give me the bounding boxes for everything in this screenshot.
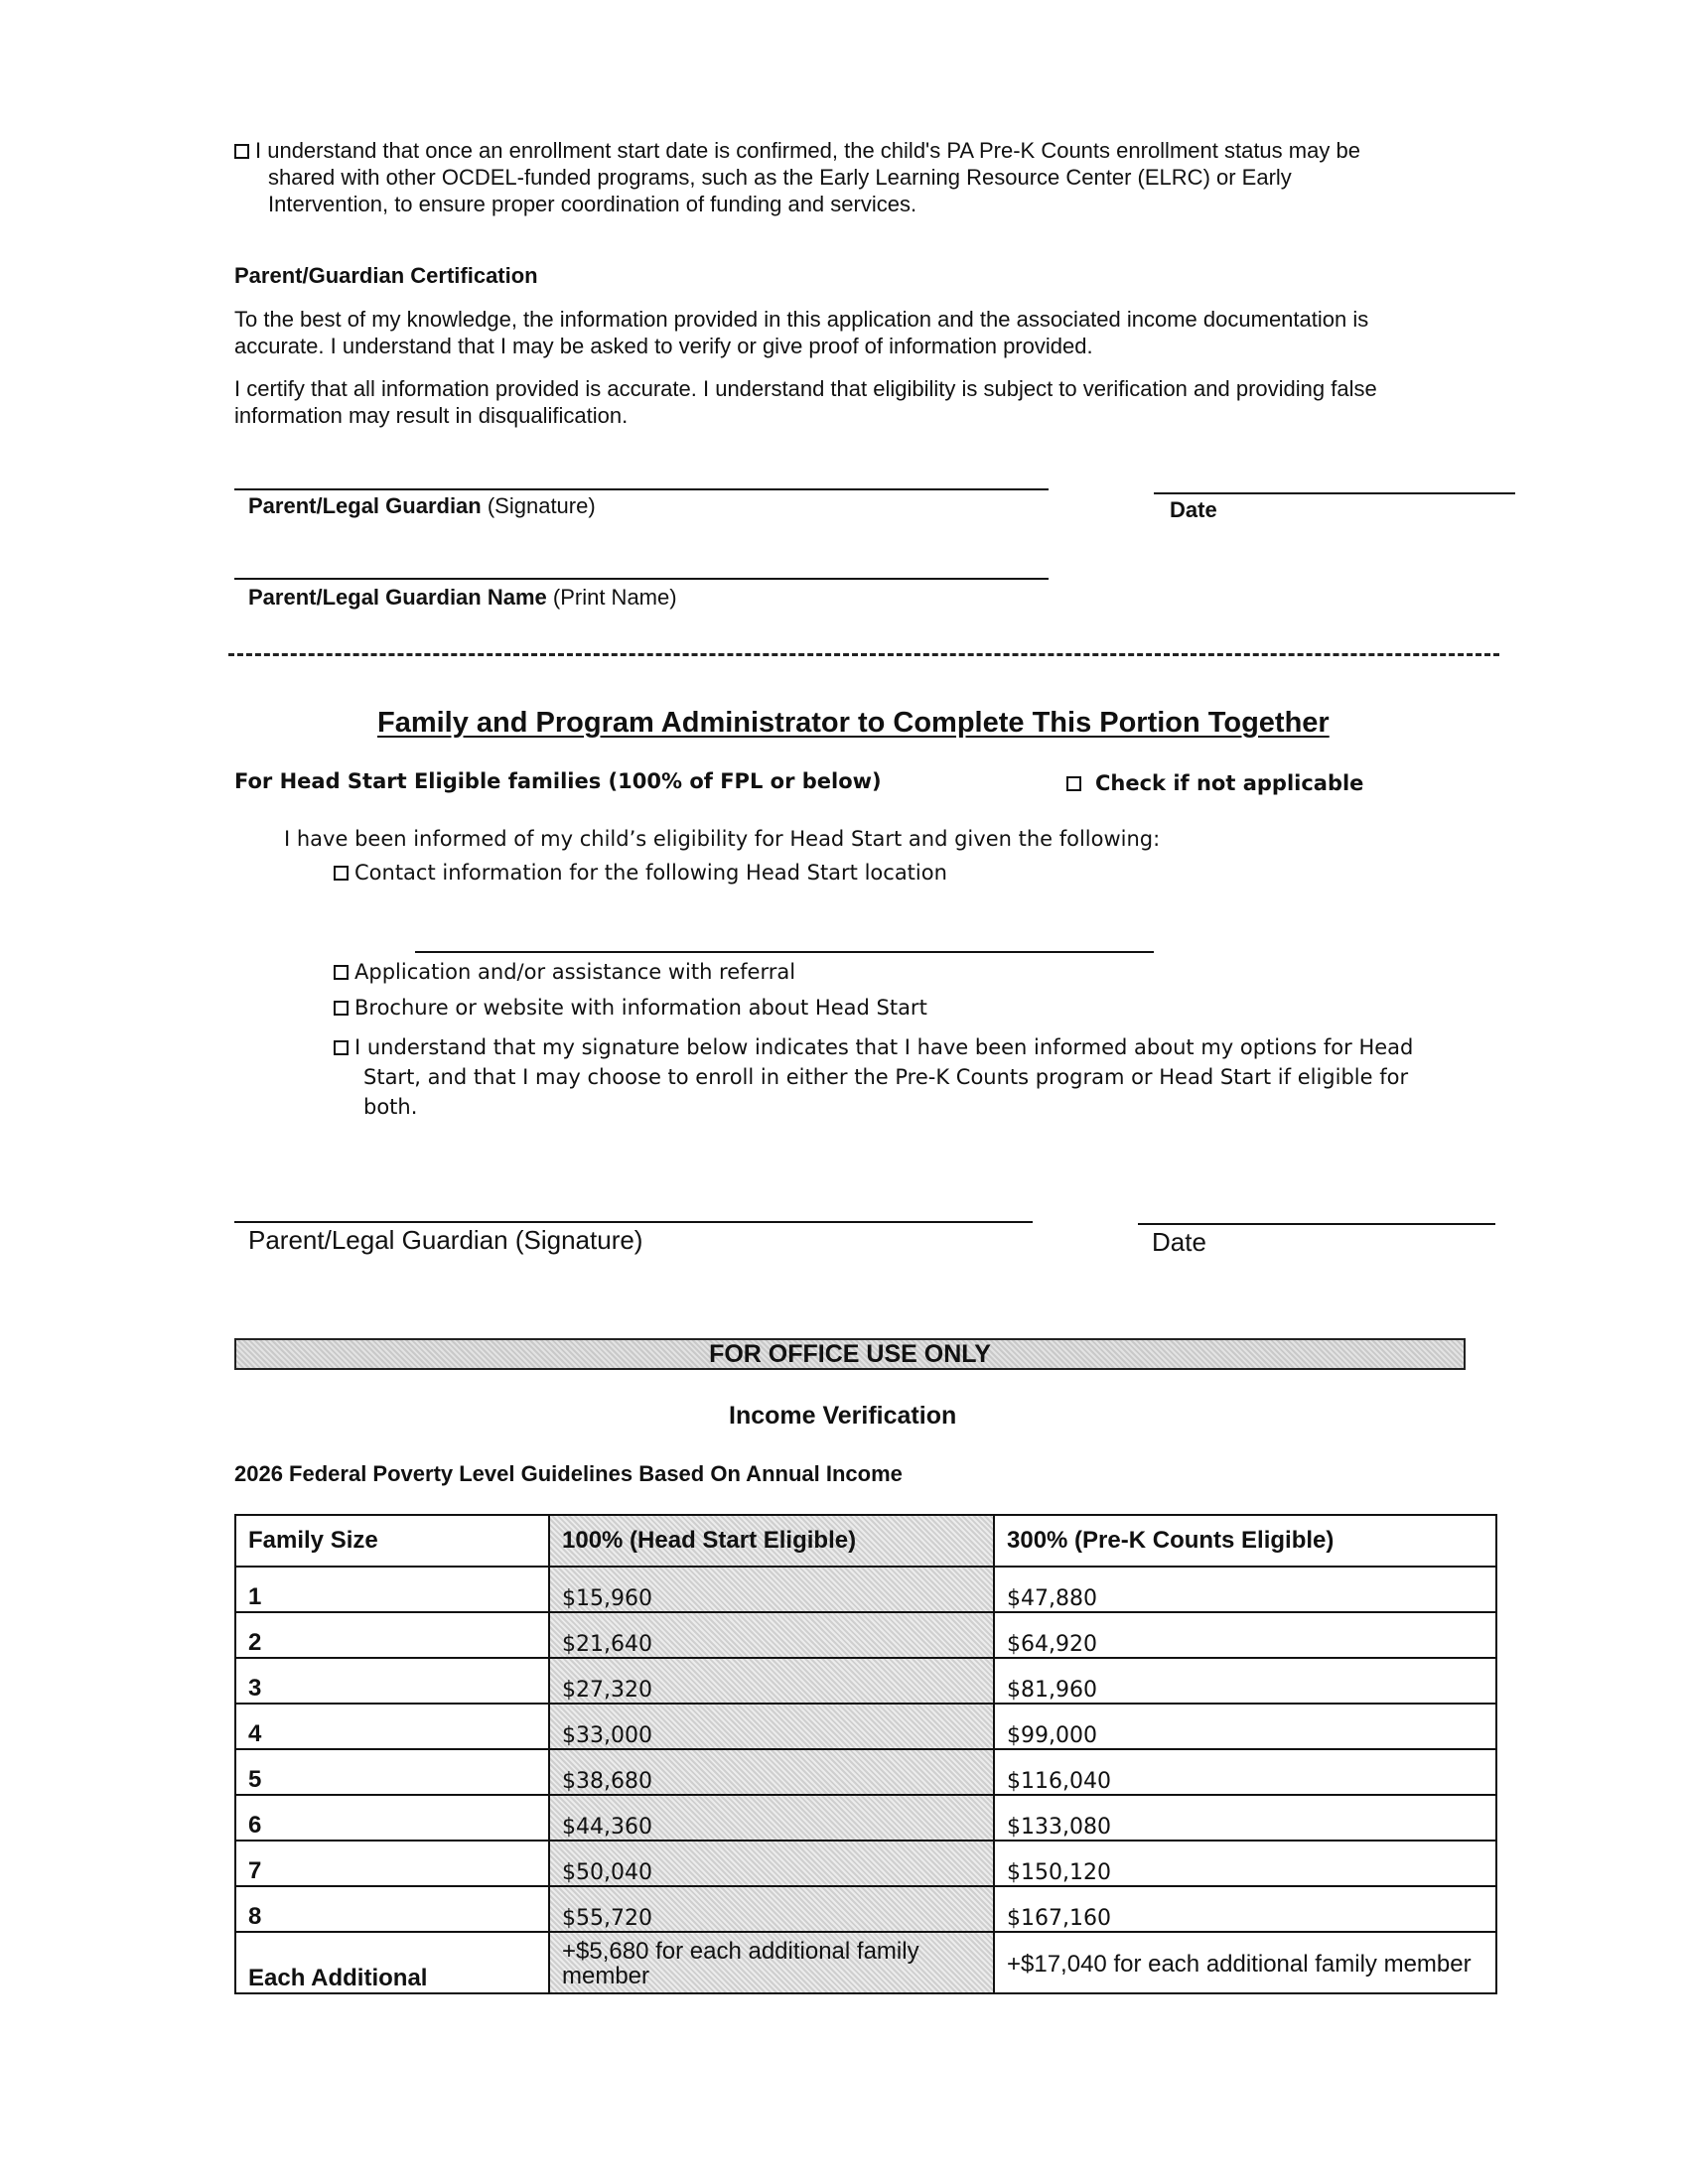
family-size-cell: 8 bbox=[235, 1886, 549, 1932]
consent-line-3: Intervention, to ensure proper coordination of funding and services. bbox=[268, 192, 917, 216]
understand-checkbox[interactable] bbox=[334, 1040, 349, 1055]
family-size-cell: 1 bbox=[235, 1567, 549, 1612]
certification-para-1 bbox=[234, 306, 1525, 359]
table-row bbox=[235, 1658, 1496, 1704]
office-use-banner bbox=[234, 1338, 1466, 1370]
header-family-size: Family Size bbox=[235, 1515, 549, 1567]
certification-para-2-line-1: I certify that all information provided is accurate. I understand that eligibility is subject to verification and providing false bbox=[234, 376, 1377, 401]
consent-checkbox[interactable] bbox=[234, 144, 249, 159]
family-size-cell: 7 bbox=[235, 1841, 549, 1886]
fpl-header-row bbox=[235, 1515, 1496, 1567]
signature-label-2: Parent/Legal Guardian (Signature) bbox=[248, 1225, 643, 1255]
date-label-2: Date bbox=[1152, 1227, 1206, 1257]
header-prek: 300% (Pre-K Counts Eligible) bbox=[994, 1515, 1496, 1567]
fpl-table bbox=[234, 1514, 1497, 1994]
table-row bbox=[235, 1886, 1496, 1932]
prek-income-cell: $116,040 bbox=[994, 1749, 1496, 1795]
certification-heading: Parent/Guardian Certification bbox=[234, 263, 538, 288]
option-understand-line-2: Start, and that I may choose to enroll in either the Pre-K Counts program or Head Start if eligible for bbox=[363, 1065, 1409, 1089]
signature-label-1-rest: (Signature) bbox=[481, 493, 596, 518]
head-start-income-cell: $33,000 bbox=[549, 1704, 994, 1749]
head-start-eligible-label: For Head Start Eligible families (100% of FPL or below) bbox=[234, 769, 882, 793]
head-start-income-cell: $44,360 bbox=[549, 1795, 994, 1841]
option-brochure bbox=[334, 995, 927, 1022]
prek-income-cell: $99,000 bbox=[994, 1704, 1496, 1749]
option-application-label: Application and/or assistance with referral bbox=[354, 960, 796, 984]
additional-label-cell: Each Additional bbox=[235, 1932, 549, 1993]
family-size-cell: 5 bbox=[235, 1749, 549, 1795]
option-contact bbox=[334, 860, 947, 887]
table-row bbox=[235, 1704, 1496, 1749]
head-start-income-cell: $15,960 bbox=[549, 1567, 994, 1612]
option-understand-line-1: I understand that my signature below indicates that I have been informed about my options for Head bbox=[354, 1035, 1414, 1059]
additional-prek-cell: +$17,040 for each additional family member bbox=[994, 1932, 1496, 1993]
certification-para-2 bbox=[234, 375, 1525, 429]
section2-heading: Family and Program Administrator to Complete This Portion Together bbox=[377, 707, 1330, 739]
fpl-table-title: 2026 Federal Poverty Level Guidelines Based On Annual Income bbox=[234, 1461, 903, 1486]
header-head-start: 100% (Head Start Eligible) bbox=[549, 1515, 994, 1567]
signature-line-2[interactable] bbox=[234, 1221, 1033, 1223]
date-line-2[interactable] bbox=[1138, 1223, 1495, 1225]
date-line-1[interactable] bbox=[1154, 492, 1515, 494]
prek-income-cell: $81,960 bbox=[994, 1658, 1496, 1704]
contact-checkbox[interactable] bbox=[334, 866, 349, 881]
prek-income-cell: $133,080 bbox=[994, 1795, 1496, 1841]
additional-head-start-cell: +$5,680 for each additional family member bbox=[549, 1932, 994, 1993]
family-size-cell: 6 bbox=[235, 1795, 549, 1841]
not-applicable-checkbox[interactable] bbox=[1066, 776, 1081, 791]
option-understand bbox=[334, 1032, 1413, 1122]
table-row bbox=[235, 1841, 1496, 1886]
table-row-additional bbox=[235, 1932, 1496, 1993]
print-name-label-rest: (Print Name) bbox=[546, 585, 677, 610]
brochure-checkbox[interactable] bbox=[334, 1001, 349, 1016]
consent-line-2: shared with other OCDEL-funded programs, such as the Early Learning Resource Center (ELRC) or Early bbox=[268, 165, 1292, 190]
table-row bbox=[235, 1612, 1496, 1658]
date-label-1: Date bbox=[1170, 497, 1217, 522]
office-use-label: FOR OFFICE USE ONLY bbox=[709, 1339, 991, 1368]
prek-income-cell: $167,160 bbox=[994, 1886, 1496, 1932]
head-start-income-cell: $21,640 bbox=[549, 1612, 994, 1658]
prek-income-cell: $150,120 bbox=[994, 1841, 1496, 1886]
head-start-income-cell: $38,680 bbox=[549, 1749, 994, 1795]
certification-para-1-line-2: accurate. I understand that I may be asked to verify or give proof of information provided. bbox=[234, 334, 1093, 358]
application-checkbox[interactable] bbox=[334, 965, 349, 980]
signature-line-1[interactable] bbox=[234, 488, 1049, 490]
option-understand-line-3: both. bbox=[363, 1095, 418, 1119]
print-name-label bbox=[248, 584, 677, 611]
table-row bbox=[235, 1749, 1496, 1795]
dashed-separator bbox=[228, 653, 1499, 656]
not-applicable-label: Check if not applicable bbox=[1095, 771, 1364, 795]
option-application bbox=[334, 959, 795, 986]
informed-text: I have been informed of my child’s eligibility for Head Start and given the following: bbox=[284, 827, 1161, 851]
not-applicable-option bbox=[1066, 770, 1363, 797]
signature-label-1-bold: Parent/Legal Guardian bbox=[248, 493, 482, 518]
table-row bbox=[235, 1567, 1496, 1612]
head-start-location-line[interactable] bbox=[415, 951, 1154, 953]
print-name-label-bold: Parent/Legal Guardian Name bbox=[248, 585, 547, 610]
head-start-income-cell: $50,040 bbox=[549, 1841, 994, 1886]
head-start-income-cell: $27,320 bbox=[549, 1658, 994, 1704]
certification-para-1-line-1: To the best of my knowledge, the information provided in this application and the associated income documentation is bbox=[234, 307, 1369, 332]
consent-item bbox=[234, 137, 1525, 217]
consent-line-1: I understand that once an enrollment start date is confirmed, the child's PA Pre-K Counts enrollment status may be bbox=[255, 138, 1360, 163]
print-name-line[interactable] bbox=[234, 578, 1049, 580]
table-row bbox=[235, 1795, 1496, 1841]
prek-income-cell: $64,920 bbox=[994, 1612, 1496, 1658]
family-size-cell: 4 bbox=[235, 1704, 549, 1749]
prek-income-cell: $47,880 bbox=[994, 1567, 1496, 1612]
head-start-income-cell: $55,720 bbox=[549, 1886, 994, 1932]
family-size-cell: 2 bbox=[235, 1612, 549, 1658]
signature-label-1 bbox=[248, 492, 596, 519]
certification-para-2-line-2: information may result in disqualification. bbox=[234, 403, 629, 428]
option-brochure-label: Brochure or website with information about Head Start bbox=[354, 996, 927, 1020]
option-contact-label: Contact information for the following Head Start location bbox=[354, 861, 947, 885]
income-verification-title: Income Verification bbox=[729, 1402, 957, 1430]
family-size-cell: 3 bbox=[235, 1658, 549, 1704]
